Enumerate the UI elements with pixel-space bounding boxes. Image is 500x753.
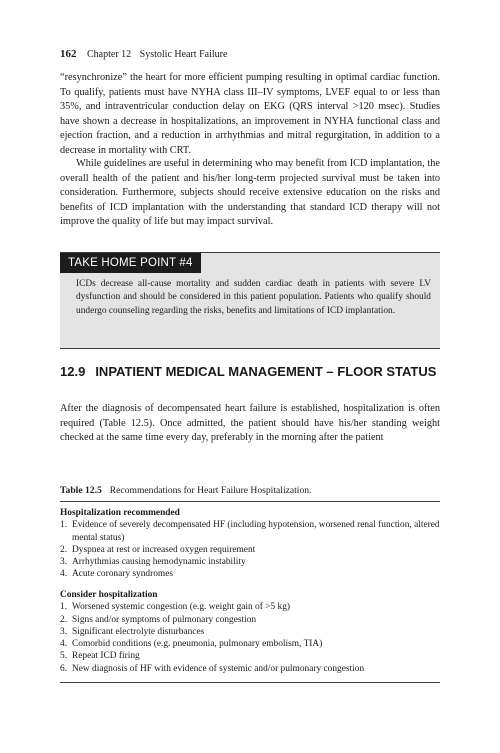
body-paragraph-3: After the diagnosis of decompensated heart failure is established, hospitalization is often required (Table 12.5). Once admitted, the patient should have his/her standing weight checked at the same time every day, preferably in the morning after the patient [60,403,440,444]
list-item: 3. Significant electrolyte disturbances [60,626,205,637]
page-number: 162 [60,48,77,60]
list-item: 3. Arrhythmias causing hemodynamic instability [60,557,246,568]
table-caption-text: Recommendations for Heart Failure Hospitalization. [109,485,312,496]
take-home-label: TAKE HOME POINT #4 [60,253,201,273]
section-number: 12.9 [60,364,86,379]
section-heading [60,364,440,379]
list-item: 1. Worsened systemic congestion (e.g. weight gain of >5 kg) [60,602,291,613]
list-item: 4. Acute coronary syndromes [60,569,174,580]
table-group-list [60,519,440,580]
take-home-box [60,252,440,349]
list-item: 4. Comorbid conditions (e.g. pneumonia, pulmonary embolism, TIA) [60,639,323,650]
section-title: INPATIENT MEDICAL MANAGEMENT – FLOOR STATUS [95,364,437,379]
chapter-label: Chapter 12 [87,49,132,60]
take-home-text: ICDs decrease all-cause mortality and sudden cardiac death in patients with severe LV dysfunction and should be considered in this patient population. Patients who qualify should undergo counseling regarding the risks, benefits and limitations of ICD implantation. [76,279,431,316]
table-group-consider-hospitalization [60,589,440,675]
body-paragraph-1: “resynchronize” the heart for more efficient pumping resulting in optimal cardiac function. To qualify, patients must have NYHA class III–IV symptoms, LVEF equal to or less than 35%, and intraventricular conduction delay on EKG (QRS interval >120 msec). Studies have shown a decrease in hospitalizations, an improvement in NYHA functional class and ejection fraction, and a reduction in arrhythmias and mitral regurgitation, in addition to a decrease in mortality with CRT. [60,72,440,156]
table-group-list [60,601,440,675]
table-group-hospitalization-recommended [60,507,440,581]
chapter-title: Systolic Heart Failure [139,49,228,60]
table-bottom-rule [60,682,440,683]
list-item: 2. Dyspnea at rest or increased oxygen requirement [60,544,256,555]
take-home-bottom-rule [60,348,440,349]
body-paragraph-2: While guidelines are useful in determining who may benefit from ICD implantation, the overall health of the patient and his/her long-term projected survival must be taken into consideration. Furthermore, subjects should receive extensive education on the risks and benefits of ICD implantation with the understanding that standard ICD therapy will not improve the quality of life but may impact survival. [60,158,440,228]
list-item: 2. Signs and/or symptoms of pulmonary congestion [60,614,257,625]
table-group-title: Consider hospitalization [60,590,158,600]
list-item: 6. New diagnosis of HF with evidence of systemic and/or pulmonary congestion [60,663,365,674]
table-label: Table 12.5 [60,485,102,496]
list-item: 1. Evidence of severely decompensated HF (including hypotension, worsened renal function, altered mental status) [60,520,440,543]
table-caption [60,485,440,497]
table-top-rule [60,501,440,502]
running-head [60,48,450,61]
table-group-title: Hospitalization recommended [60,508,180,518]
list-item: 5. Repeat ICD firing [60,651,140,662]
